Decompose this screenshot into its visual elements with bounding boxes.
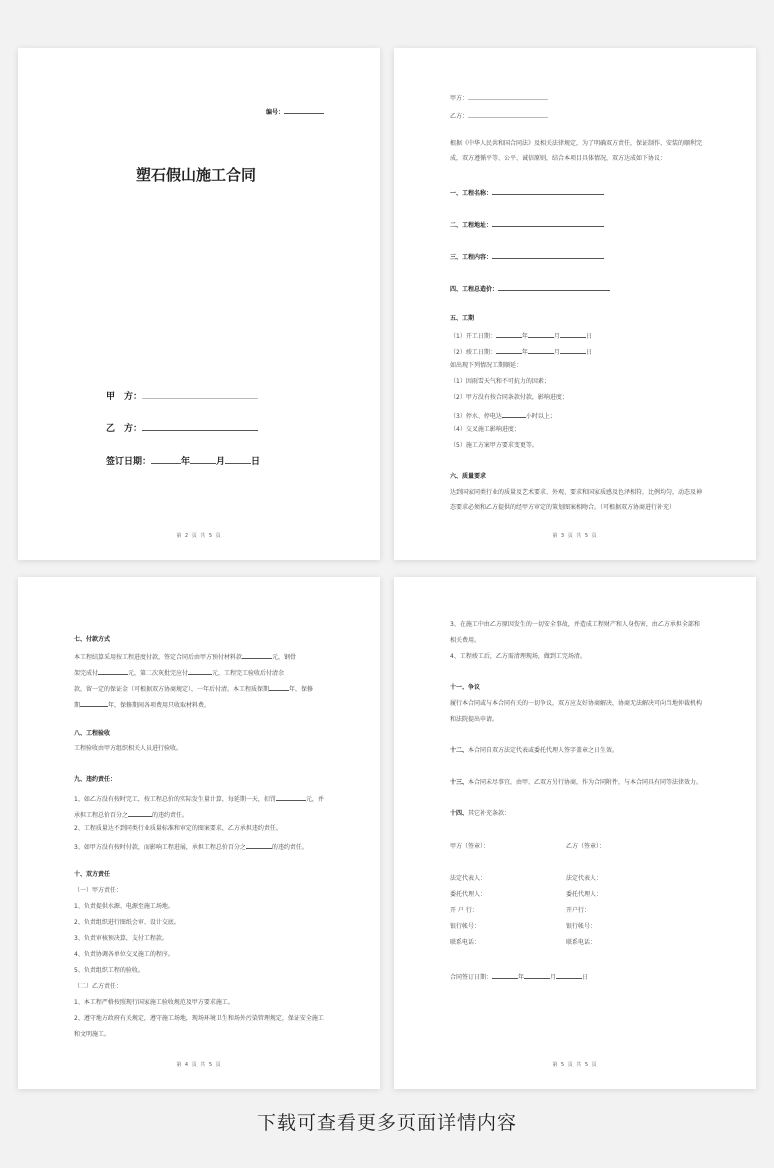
payment-text-part: 元，工程完工验收后付清余	[212, 670, 285, 677]
section-label: 十二、	[450, 747, 469, 754]
party-b-line	[106, 420, 258, 434]
section-label: 三、工程内容：	[450, 254, 493, 261]
blank-line	[560, 330, 586, 338]
liability-text: 元，并	[305, 796, 324, 803]
year-label: 年	[181, 457, 191, 467]
year-label: 年	[518, 974, 525, 981]
day-label: 日	[582, 974, 589, 981]
blank-line	[496, 330, 522, 338]
party-b-phone: 联系电话：	[566, 939, 597, 946]
section-dispute: 十一、争议	[450, 684, 481, 691]
liability-text: 3、如甲方没有按时付款，而影响工程进展，承担工程总价百分之	[74, 844, 246, 851]
blank-line	[246, 841, 272, 849]
party-a-bank-name: 开 户 行：	[450, 907, 478, 914]
blank-line	[128, 809, 152, 817]
payment-text-part: 元，第二次灰批完应付	[128, 670, 189, 677]
payment-text	[74, 683, 313, 694]
blank-line	[496, 346, 522, 354]
liability-item: 2、工程质量达不到同类行业质量标准和审定的图案要求，乙方承担违约责任。	[74, 825, 282, 832]
blank-line	[242, 651, 272, 659]
party-a-agent: 委托代理人：	[450, 891, 487, 898]
year-label: 年	[521, 349, 528, 356]
section-other-terms	[450, 810, 510, 818]
month-label: 月	[216, 457, 226, 467]
blank-line	[528, 346, 554, 354]
party-b-label: 乙 方：	[106, 424, 143, 434]
blank-line	[498, 283, 610, 291]
section-effective	[450, 747, 618, 755]
payment-text-part: 年，保修期间各项费用只收取材料费。	[108, 702, 211, 709]
blank-line	[560, 346, 586, 354]
section-quality: 六、质量要求	[450, 473, 487, 480]
party-b-bank-name: 开户行：	[566, 907, 591, 914]
blank-line	[492, 187, 604, 195]
document-page-5	[394, 577, 756, 1089]
payment-text-part: 架完成付	[74, 670, 99, 677]
party-a-label: 甲 方：	[106, 392, 143, 402]
delay-item: （2）甲方没有按合同条款付款，影响进度；	[450, 394, 568, 401]
year-label: 年	[521, 333, 528, 340]
delay-item: （4）交叉施工影响进度；	[450, 426, 520, 433]
blank-line	[492, 971, 518, 979]
contract-number	[266, 106, 324, 117]
section-text: 本合同自双方法定代表或委托代理人签字盖章之日生效。	[468, 747, 619, 754]
blank-line	[276, 793, 306, 801]
dispute-text-1: 履行本合同或与本合同有关的一切争议，双方应友好协商解决，协商无法解决可向当地仲裁机构	[450, 700, 703, 707]
section-label: 二、工程地址：	[450, 222, 493, 229]
party-b-agent: 委托代理人：	[566, 891, 603, 898]
start-date-label: （1）开工日期：	[450, 333, 496, 340]
section-text: 其它补充条款：	[468, 810, 511, 817]
day-label: 日	[585, 349, 592, 356]
blank-line	[502, 410, 526, 418]
contract-number-label: 编号：	[266, 109, 285, 116]
acceptance-text: 工程验收由甲方组织相关人员进行验收。	[74, 745, 183, 752]
blank-line	[190, 453, 216, 464]
payment-text	[74, 667, 284, 678]
page-footer: 第 3 页 共 5 页	[552, 533, 598, 539]
payment-text	[74, 699, 210, 710]
blank-line	[284, 106, 324, 114]
quality-text-2: 态要求必须和乙方提供的经甲方审定的策划图案相吻合。（可根据双方协商进行补充）	[450, 504, 676, 511]
liability-text: 承担工程总价百分之	[74, 812, 129, 819]
start-date-line	[450, 330, 592, 341]
party-b-responsibility-heading: （二）乙方责任：	[74, 983, 123, 990]
quality-text-1: 达到国家同类行业的质量及艺术要求、外观、要求和国家质感及色泽相符，比例均匀，动态及神	[450, 489, 703, 496]
party-a-phone: 联系电话：	[450, 939, 481, 946]
blank-line	[225, 453, 251, 464]
page-footer: 第 2 页 共 5 页	[176, 533, 222, 539]
day-label: 日	[585, 333, 592, 340]
responsibility-item: 4、负责协调各单位交叉施工的程序。	[74, 951, 174, 958]
liability-text: 的违约责任。	[152, 812, 189, 819]
payment-text-part: 期	[74, 702, 81, 709]
blank-line	[528, 330, 554, 338]
party-a-label: 甲方：	[450, 95, 469, 102]
party-a-signature: 甲方（签章）：	[450, 843, 490, 850]
responsibility-item: 相关费用。	[450, 637, 481, 644]
section-label: 十四、	[450, 810, 469, 817]
party-a-bank-account: 银行帐号：	[450, 923, 481, 930]
party-b-label: 乙方：	[450, 113, 469, 120]
blank-line	[80, 699, 108, 707]
day-label: 日	[251, 457, 261, 467]
page-footer: 第 5 页 共 5 页	[552, 1062, 598, 1068]
party-a-line	[106, 388, 258, 402]
delay-intro: 如出现下列情况工期顺延：	[450, 362, 523, 369]
section-schedule: 五、工期	[450, 315, 475, 322]
intro-text-2: 成，双方遵循平等、公平、诚信原则，结合本项目具体情况，双方达成如下协议：	[450, 155, 667, 162]
blank-line	[492, 219, 604, 227]
delay-item	[450, 410, 556, 421]
payment-text-part: 年，保修	[289, 686, 314, 693]
responsibility-item: 4、工程竣工后，乙方需清理现场，做到工完场清。	[450, 653, 586, 660]
responsibility-item: 3、在施工中由乙方原因发生的一切安全事故，并造成工程财产和人身伤害，由乙方承担全部和	[450, 621, 700, 628]
dispute-text-2: 和法院提出申请。	[450, 716, 499, 723]
section-total-price	[450, 283, 610, 294]
section-label: 四、工程总造价：	[450, 286, 499, 293]
party-b-legal-rep: 法定代表人：	[566, 875, 603, 882]
sign-date-label: 合同签订日期：	[450, 974, 493, 981]
blank-line	[524, 971, 550, 979]
section-label: 一、工程名称：	[450, 190, 493, 197]
blank-line	[269, 683, 289, 691]
payment-text-part: 本工程结算采用按工程进度付款，签定合同后由甲方预付材料款	[74, 654, 243, 661]
month-label: 月	[553, 333, 560, 340]
section-project-name	[450, 187, 604, 198]
blank-line	[468, 92, 548, 100]
end-date-line	[450, 346, 592, 357]
liability-text: 的违约责任。	[271, 844, 308, 851]
payment-text	[74, 651, 296, 662]
responsibility-item: 5、负责组织工程的验收。	[74, 967, 144, 974]
document-page-cover	[18, 48, 380, 560]
blank-line	[98, 667, 128, 675]
blank-line	[151, 453, 181, 464]
payment-text-part: 元，钢骨	[272, 654, 297, 661]
section-text: 本合同未尽事宜，由甲、乙双方另行协商，作为合同附件，与本合同具有同等法律效力。	[468, 779, 703, 786]
blank-line	[188, 667, 212, 675]
payment-text-part: 款，留一定的保证金（可根据双方协商规定），一年后付清。本工程质保期	[74, 686, 270, 693]
month-label: 月	[550, 974, 557, 981]
section-acceptance: 八、工程验收	[74, 730, 111, 737]
party-a-responsibility-heading: （一）甲方责任：	[74, 887, 123, 894]
liability-item	[74, 841, 308, 852]
blank-line	[556, 971, 582, 979]
delay-item: （1）因雨雪天气和不可抗力的因素；	[450, 378, 550, 385]
month-label: 月	[553, 349, 560, 356]
delay-item-text: （3）停水、停电达	[450, 413, 502, 420]
section-project-address	[450, 219, 604, 230]
responsibility-item: 2、遵守地方政府有关规定，遵守施工场地，现场环境卫生和场外污染管理规定，保证安全施工	[74, 1015, 324, 1022]
delay-item: （5）施工方案甲方要求变更等。	[450, 442, 538, 449]
responsibility-item: 和文明施工。	[74, 1031, 111, 1038]
party-b-bank-account: 银行帐号：	[566, 923, 597, 930]
responsibility-item: 1、本工程严格按照现行国家施工验收规范及甲方要求施工。	[74, 999, 234, 1006]
blank-line	[142, 420, 258, 431]
blank-line	[468, 110, 548, 118]
blank-line	[142, 388, 258, 399]
section-supplement	[450, 779, 702, 787]
blank-line	[492, 251, 604, 259]
document-page-3	[394, 48, 756, 560]
liability-item	[74, 809, 188, 820]
liability-item	[74, 793, 324, 804]
responsibility-item: 1、负责提供水源、电源至施工场地。	[74, 903, 174, 910]
liability-text: 1、如乙方没有按时完工，按工程总价的实际发生量计算，每延期一天，扣罚	[74, 796, 276, 803]
document-page-4	[18, 577, 380, 1089]
responsibility-item: 3、负责审核预决算，支付工程款。	[74, 935, 168, 942]
responsibility-item: 2、负责组织进行图纸会审、设计交底。	[74, 919, 180, 926]
section-liability: 九、违约责任：	[74, 776, 117, 783]
party-b-line	[450, 110, 548, 121]
party-b-signature: 乙方（签章）：	[566, 843, 606, 850]
sign-date-label: 签订日期：	[106, 457, 152, 467]
download-caption: 下载可查看更多页面详情内容	[256, 1112, 517, 1134]
section-payment: 七、付款方式	[74, 636, 111, 643]
contract-sign-date	[450, 971, 588, 982]
delay-item-text: 小时以上；	[525, 413, 556, 420]
section-project-content	[450, 251, 604, 262]
party-a-line	[450, 92, 548, 103]
end-date-label: （2）竣工日期：	[450, 349, 496, 356]
sign-date-line	[106, 453, 260, 467]
document-title: 塑石假山施工合同	[136, 166, 257, 184]
party-a-legal-rep: 法定代表人：	[450, 875, 487, 882]
page-footer: 第 4 页 共 5 页	[176, 1062, 222, 1068]
intro-text-1: 根据《中华人民共和国合同法》及相关法律规定，为了明确双方责任，保证制作、安装的顺利完	[450, 140, 703, 147]
section-label: 十三、	[450, 779, 469, 786]
section-responsibilities: 十、双方责任	[74, 871, 111, 878]
